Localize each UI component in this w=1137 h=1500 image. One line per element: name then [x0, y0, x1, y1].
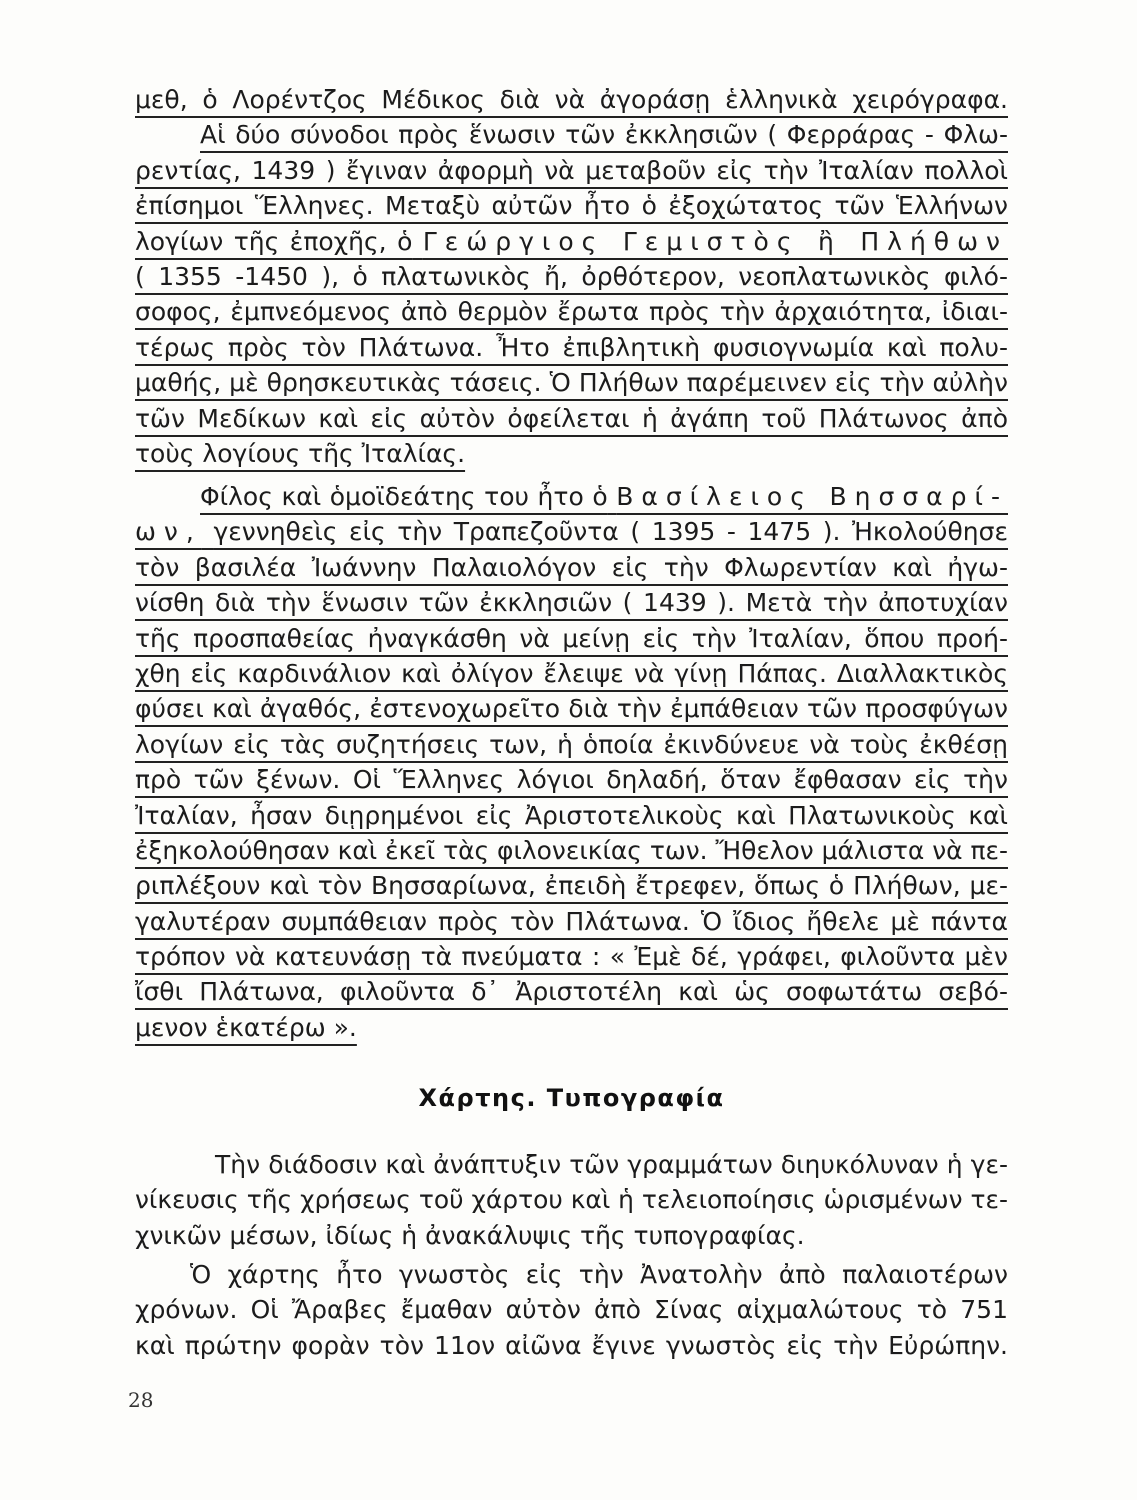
text-line: [135, 1218, 1008, 1253]
line-text: γαλυτέραν συμπάθειαν πρὸς τὸν Πλάτωνα. Ὁ ἴδιος ἤθελε μὲ πάντα: [135, 906, 1008, 936]
text-line: [135, 656, 1008, 691]
line-text: λογίων εἰς τὰς συζητήσεις των, ἡ ὁποία ἐκινδύνευε νὰ τοὺς ἐκθέσῃ: [135, 729, 1008, 759]
text-line: [135, 82, 1008, 117]
line-text: τῶν Μεδίκων καὶ εἰς αὐτὸν ὀφείλεται ἡ ἀγάπη τοῦ Πλάτωνος ἀπὸ: [135, 403, 1008, 433]
paragraph: [135, 1147, 1008, 1253]
line-text: ἐξηκολούθησαν καὶ ἐκεῖ τὰς φιλονεικίας των. Ἤθελον μάλιστα νὰ πε-: [135, 835, 1008, 865]
page-number: 28: [128, 1388, 154, 1412]
line-text: τὸν βασιλέα Ἰωάννην Παλαιολόγον εἰς τὴν Φλωρεντίαν καὶ ἠγω-: [135, 552, 1008, 582]
line-text: καὶ πρώτην φορὰν τὸν 11ον αἰῶνα ἔγινε γνωστὸς εἰς τὴν Εὐρώπην.: [135, 1330, 1008, 1360]
line-text: μαθής, μὲ θρησκευτικὰς τάσεις. Ὁ Πλήθων παρέμεινεν εἰς τὴν αὐλὴν: [135, 368, 1008, 398]
text-line: [135, 1182, 1008, 1217]
paragraph: [135, 82, 1008, 471]
line-text: ἴσθι Πλάτωνα, φιλοῦντα δ᾿ Ἀριστοτέλη καὶ ὡς σοφωτάτω σεβό-: [135, 977, 1008, 1007]
text-line: [135, 436, 1008, 471]
text-line: [135, 621, 1008, 656]
text-line: [135, 550, 1008, 585]
text-line: [135, 904, 1008, 939]
text-line: [135, 1147, 1008, 1182]
line-text: [200, 479, 1008, 514]
line-text: χνικῶν μέσων, ἰδίως ἡ ἀνακάλυψις τῆς τυπογραφίας.: [135, 1220, 805, 1250]
text-line: [135, 868, 1008, 903]
line-text: μεθ, ὁ Λορέντζος Μέδικος διὰ νὰ ἀγοράσῃ ἑλληνικὰ χειρόγραφα.: [135, 85, 1008, 114]
text-line: [135, 939, 1008, 974]
spaced-text-segment: Βασίλειος Βησσαρί-: [616, 482, 1008, 511]
line-text: χρόνων. Οἱ Ἄραβες ἔμαθαν αὐτὸν ἀπὸ Σίνας αἰχμαλώτους τὸ 751: [135, 1295, 1008, 1325]
text-line: [135, 224, 1008, 259]
text-line: [135, 330, 1008, 365]
text-line: [135, 514, 1008, 549]
text-line: [135, 1257, 1008, 1292]
line-text: νίσθη διὰ τὴν ἕνωσιν τῶν ἐκκλησιῶν ( 1439 ). Μετὰ τὴν ἀποτυχίαν: [135, 588, 1008, 618]
text-line: [135, 153, 1008, 188]
line-text: νίκευσις τῆς χρήσεως τοῦ χάρτου καὶ ἡ τελειοποίησις ὡρισμένων τε-: [135, 1185, 1008, 1215]
text-line: [135, 585, 1008, 620]
spaced-text-segment: ων,: [135, 517, 202, 547]
line-text: Αἱ δύο σύνοδοι πρὸς ἕνωσιν τῶν ἐκκλησιῶν ( Φερράρας - Φλω-: [200, 120, 1008, 150]
line-text: τοὺς λογίους τῆς Ἰταλίας.: [135, 438, 466, 468]
text-line: [135, 259, 1008, 294]
line-text: χθη εἰς καρδινάλιον καὶ ὀλίγον ἔλειψε νὰ γίνῃ Πάπας. Διαλλακτικὸς: [135, 658, 1008, 688]
line-text: φύσει καὶ ἀγαθός, ἐστενοχωρεῖτο διὰ τὴν ἐμπάθειαν τῶν προσφύγων: [135, 694, 1008, 724]
text-line: [135, 188, 1008, 223]
text-line: [135, 117, 1008, 152]
text-line: [135, 1328, 1008, 1363]
text-line: [135, 1010, 1008, 1045]
text-line: [135, 365, 1008, 400]
line-text: [135, 224, 1008, 259]
text-line: [135, 294, 1008, 329]
line-text: ρεντίας, 1439 ) ἔγιναν ἀφορμὴ νὰ μεταβοῦν εἰς τὴν Ἰταλίαν πολλοὶ: [135, 155, 1008, 185]
text-line: [135, 401, 1008, 436]
text-line: [135, 798, 1008, 833]
line-text: ριπλέξουν καὶ τὸν Βησσαρίωνα, ἐπειδὴ ἔτρεφεν, ὅπως ὁ Πλήθων, με-: [135, 871, 1008, 901]
line-text: ( 1355 -1450 ), ὁ πλατωνικὸς ἤ, ὀρθότερον, νεοπλατωνικὸς φιλό-: [135, 261, 1008, 291]
line-text: μενον ἑκατέρω ».: [135, 1012, 357, 1042]
paragraph: [135, 1257, 1008, 1363]
text-line: [135, 691, 1008, 726]
section-heading: Χάρτης. Τυπογραφία: [418, 1084, 725, 1112]
spaced-text-segment: Γεώργιος Γεμιστὸς ἢ Πλήθων: [422, 226, 1008, 256]
line-text-segment: λογίων τῆς ἐποχῆς, ὁ: [135, 226, 413, 256]
paragraph: [135, 479, 1008, 1045]
line-text-segment: Φίλος καὶ ὁμοϊδεάτης του ἦτο ὁ: [200, 482, 608, 511]
line-text: ἐπίσημοι Ἕλληνες. Μεταξὺ αὐτῶν ἦτο ὁ ἐξοχώτατος τῶν Ἑλλήνων: [135, 191, 1008, 221]
line-text: τῆς προσπαθείας ἠναγκάσθη νὰ μείνῃ εἰς τὴν Ἰταλίαν, ὅπου προή-: [135, 623, 1008, 653]
line-text: τρόπον νὰ κατευνάσῃ τὰ πνεύματα : « Ἐμὲ δέ, γράφει, φιλοῦντα μὲν: [135, 942, 1008, 972]
line-text: Ὁ χάρτης ἦτο γνωστὸς εἰς τὴν Ἀνατολὴν ἀπὸ παλαιοτέρων: [190, 1260, 1008, 1289]
text-line: [135, 974, 1008, 1009]
line-text-segment: γεννηθεὶς εἰς τὴν Τραπεζοῦντα ( 1395 - 1475 ). Ἠκολούθησε: [213, 517, 1008, 547]
line-text: τέρως πρὸς τὸν Πλάτωνα. Ἦτο ἐπιβλητικὴ φυσιογνωμία καὶ πολυ-: [135, 332, 1008, 362]
text-line: [135, 479, 1008, 514]
line-text: Τὴν διάδοσιν καὶ ἀνάπτυξιν τῶν γραμμάτων διηυκόλυναν ἡ γε-: [215, 1150, 1008, 1179]
text-line: [135, 762, 1008, 797]
line-text: πρὸ τῶν ξένων. Οἱ Ἕλληνες λόγιοι δηλαδή, ὅταν ἔφθασαν εἰς τὴν: [135, 765, 1008, 795]
text-line: [135, 833, 1008, 868]
text-line: [135, 1292, 1008, 1327]
line-text: Ἰταλίαν, ἦσαν διῃρημένοι εἰς Ἀριστοτελικοὺς καὶ Πλατωνικοὺς καὶ: [135, 800, 1008, 830]
line-text: σοφος, ἐμπνεόμενος ἀπὸ θερμὸν ἔρωτα πρὸς τὴν ἀρχαιότητα, ἰδιαι-: [135, 297, 1008, 327]
text-line: [135, 727, 1008, 762]
line-text: [135, 514, 1008, 549]
